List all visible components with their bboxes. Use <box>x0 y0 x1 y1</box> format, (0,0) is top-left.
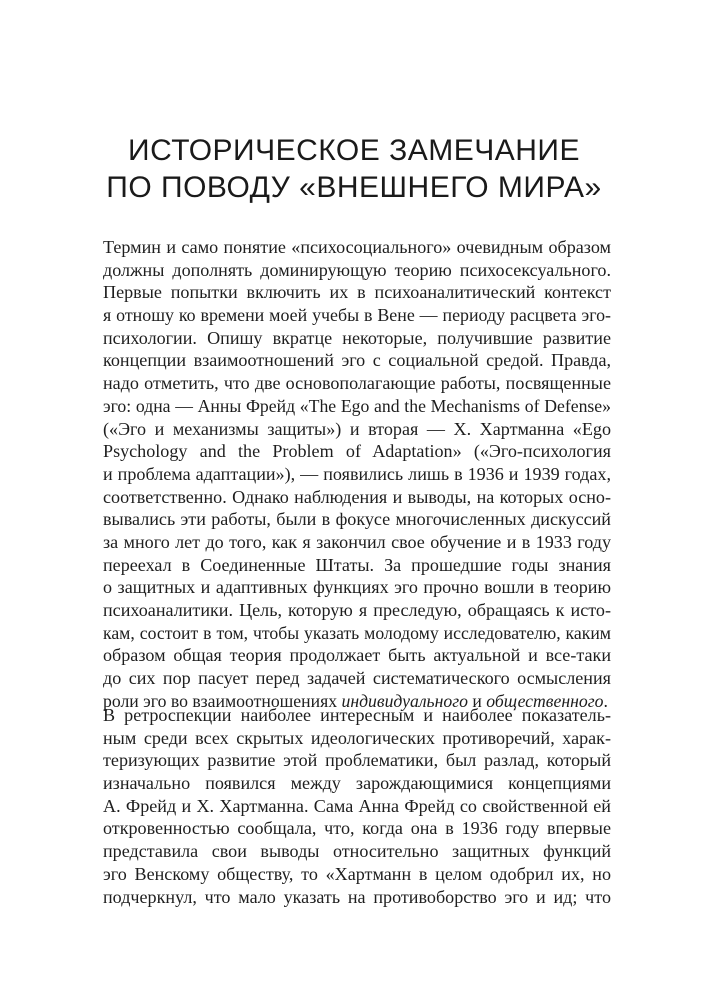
text-line: соответственно. Однако наблюдения и выводы, на которых осно- <box>103 486 611 507</box>
text-line: ным среди всех скрытых идеологических противоречий, харак- <box>103 727 611 748</box>
chapter-title <box>0 132 708 206</box>
text-line: Первые попытки включить их в психоаналитический контекст <box>103 282 611 303</box>
text-line: надо отметить, что две основополагающие работы, посвященные <box>103 373 611 394</box>
text-line: А. Фрейд и Х. Хартманна. Сама Анна Фрейд со свойственной ей <box>103 795 611 816</box>
text-line: должны дополнять доминирующую теорию психосексуального. <box>103 259 611 280</box>
chapter-title-line-1: ИСТОРИЧЕСКОЕ ЗАМЕЧАНИЕ <box>128 134 580 167</box>
text-line: психологии. Опишу вкратце некоторые, получившие развитие <box>103 327 611 348</box>
text-line: эго: одна — Анны Фрейд «The Ego and the Mechanisms of Defense» <box>103 395 611 416</box>
text-line: кам, состоит в том, чтобы указать молодому исследователю, каким <box>103 622 611 643</box>
paragraph-2 <box>103 704 611 908</box>
text-line: представила свои выводы относительно защитных функций <box>103 841 611 862</box>
text-fragment: и <box>467 690 487 711</box>
text-line: Psychology and the Problem of Adaptation» («Эго-психология <box>103 441 611 462</box>
paragraph-1 <box>103 236 611 712</box>
text-line: и проблема адаптации»), — появились лишь в 1936 и 1939 годах, <box>103 463 611 484</box>
text-line: Термин и само понятие «психосоциального» очевидным образом <box>103 237 611 257</box>
text-line: за много лет до того, как я закончил свое обучение и в 1933 году <box>103 531 611 552</box>
text-line: откровенностью сообщала, что, когда она в 1936 году впервые <box>103 818 611 839</box>
italic-term-individual: индивидуального <box>341 690 468 711</box>
text-line: изначально появился между зарождающимися концепциями <box>103 773 611 794</box>
text-line: психоаналитики. Цель, которую я преследую, обращаясь к исто- <box>103 600 611 620</box>
text-line: теризующих развитие этой проблематики, был разлад, который <box>103 750 611 771</box>
text-line: переехал в Соединенные Штаты. За прошедшие годы знания <box>103 554 611 575</box>
text-line: («Эго и механизмы защиты») и вторая — Х. Хартманна «Ego <box>103 418 611 439</box>
text-line: до сих пор пасует перед задачей систематического осмысления <box>103 668 611 689</box>
text-line: эго Венскому обществу, то «Хартманн в целом одобрил их, но <box>103 863 611 884</box>
text-line: о защитных и адаптивных функциях эго прочно вошли в теорию <box>103 577 611 598</box>
text-fragment: роли эго во взаимоотношениях <box>103 690 342 711</box>
text-line: вывались эти работы, были в фокусе многочисленных дискуссий <box>103 509 611 530</box>
text-fragment: . <box>603 690 608 711</box>
text-line: концепции взаимоотношений эго с социальной средой. Правда, <box>103 350 611 371</box>
text-line: В ретроспекции наиболее интересным и наиболее показатель- <box>103 705 611 725</box>
text-line: я отношу ко времени моей учебы в Вене — периоду расцвета эго- <box>103 305 611 326</box>
text-line: образом общая теория продолжает быть актуальной и все-таки <box>103 645 611 666</box>
italic-term-social: общественного <box>486 690 604 711</box>
chapter-title-line-2: ПО ПОВОДУ «ВНЕШНЕГО МИРА» <box>106 171 602 204</box>
text-line: подчеркнул, что мало указать на противоборство эго и ид; что <box>103 886 611 907</box>
